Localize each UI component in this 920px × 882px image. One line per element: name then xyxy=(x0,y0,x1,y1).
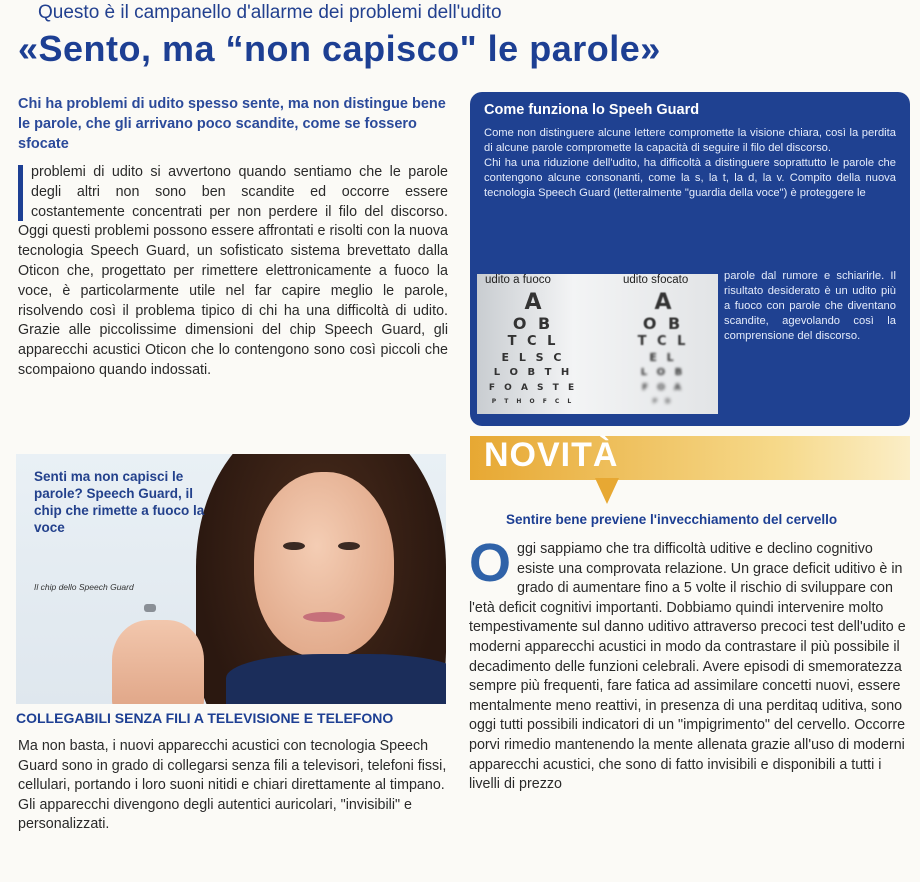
eye-chart-row: E L xyxy=(649,351,677,364)
eye-shape xyxy=(338,542,360,550)
dek: Chi ha problemi di udito spesso sente, ma non distingue bene le parole, che gli arrivano poco scandite, come se fossero sfocate xyxy=(18,96,446,152)
info-box-paragraph-3: parole dal rumore e schiarirle. Il risultato desiderato è un udito più a fuoco con parole che diventano scandite, agevolando così la comprensione del discorso. xyxy=(724,270,896,342)
eye-chart-row: L O B T H xyxy=(493,367,573,378)
shoulder-shape xyxy=(226,654,446,704)
eye-chart-row: L O B xyxy=(640,367,686,378)
section-paragraph-1: Ma non basta, i nuovi apparecchi acustici con tecnologia Speech Guard sono in grado di collegarsi senza fili a televisori, telefoni fissi, cellulari, portando i loro suoni nitidi e chiari direttamente al timpano. xyxy=(18,738,447,793)
eye-chart-row: F O A xyxy=(641,383,685,393)
eye-chart-row: P D xyxy=(652,398,674,405)
info-box-paragraph-1: Come non distinguere alcune lettere compromette la visione chiara, così la perdita di alcune parole compromette la capacità di seguire il filo del discorso. xyxy=(484,127,896,154)
eye-chart-row: T C L xyxy=(637,334,689,349)
section-heading: COLLEGABILI SENZA FILI A TELEVISIONE E TELEFONO xyxy=(16,710,394,726)
eye-chart-row: O B xyxy=(642,314,684,333)
info-box-paragraph-2: Chi ha una riduzione dell'udito, ha difficoltà a distinguere soprattutto le parole che contengono alcune consonanti, come la s, la t, la d, la v. Compito della nuova tecnologia Speech Guard (letteralmente "guardia della voce") è proteggere le xyxy=(484,157,896,199)
chip-caption: Il chip dello Speech Guard xyxy=(34,582,134,592)
eye-chart-row: T C L xyxy=(507,334,559,349)
face-shape xyxy=(254,472,394,657)
intro-paragraph xyxy=(18,163,448,381)
chip-shape xyxy=(144,604,156,612)
eye-shape xyxy=(283,542,305,550)
eye-chart-row: P T H O F C L xyxy=(491,398,575,405)
label-blurred: udito sfocato xyxy=(623,274,689,286)
section-paragraph-2: Gli apparecchi divengono degli autentici auricolari, "invisibili" e personalizzati. xyxy=(18,796,412,832)
headline: «Sento, ma “non capisco" le parole» xyxy=(18,28,661,69)
eye-chart-row: F O A S T E xyxy=(488,383,578,393)
novita-body xyxy=(469,533,910,795)
info-box-title: Come funziona lo Speeh Guard xyxy=(484,102,700,118)
novita-text: ggi sappiamo che tra difficoltà uditive e declino cognitivo esiste una comprovata relazione. Un grace deficit uditivo è in grado di aumentare fino a 5 volte il rischio di sviluppare con l'età deficit cognitivi importanti. Dobbiamo quindi intervenire molto tempestivamente sul danno uditivo attraverso precoci test dell'udito e moderni apparecchi acustici in modo da contrastare il più possibile il decadimento delle funzioni celebrali. Avere episodi di smemoratezza sempre più frequenti, fare fatica ad assimilare concetti nuovi, essere mentalmente meno reattivi, in presenza di una perditaq uditiva, sono oggi tutti possibili indicatori di un "impigrimento" del cervello. Occorre porvi rimedio mantenendo la mente allenata grazie all'uso di moderni apparecchi acustici, che sono di fatto invisibili e disponibili a tutti i livelli di prezzo xyxy=(469,541,906,793)
eye-chart-row: O B xyxy=(512,314,554,333)
novita-pointer xyxy=(595,478,619,504)
eye-chart-row: A xyxy=(524,290,542,315)
dropcap-o: O xyxy=(469,533,512,593)
kicker: Questo è il campanello d'allarme dei problemi dell'udito xyxy=(38,2,502,23)
novita-heading: Sentire bene previene l'invecchiamento del cervello xyxy=(506,512,838,527)
hand-shape xyxy=(112,620,204,704)
woman-photo xyxy=(16,454,446,704)
eye-chart-illustration xyxy=(477,274,718,414)
section-body xyxy=(18,737,448,835)
eye-chart-row: E L S C xyxy=(501,351,565,364)
info-box-text xyxy=(484,126,896,201)
dropcap-bar xyxy=(18,165,23,221)
lips-shape xyxy=(303,612,345,622)
intro-text: problemi di udito si avvertono quando sentiamo che le parole degli altri non sono ben scandite ed occorre essere costantemente concentrati per non perdere il filo del discorso. Oggi questi problemi possono essere affrontati e risolti con la nuova tecnologia Speech Guard, un sofisticato sistema brevettato dalla Oticon che, progettato per rimettere elettronicamente a fuoco la voce, è particolarmente utile nel far capire meglio le parole, risolvendo così il problema tipico di chi ha una difficoltà di udito. Grazie alle piccolissime dimensioni del chip Speech Guard, gli apparecchi acustici Oticon che lo contengono sono così piccoli che scompaiono quando indossati. xyxy=(18,164,448,378)
label-in-focus: udito a fuoco xyxy=(485,274,551,286)
eye-chart-row: A xyxy=(654,290,672,315)
novita-label: NOVITÀ xyxy=(484,436,619,474)
photo-caption: Senti ma non capisci le parole? Speech Guard, il chip che rimette a fuoco la voce xyxy=(34,469,205,535)
